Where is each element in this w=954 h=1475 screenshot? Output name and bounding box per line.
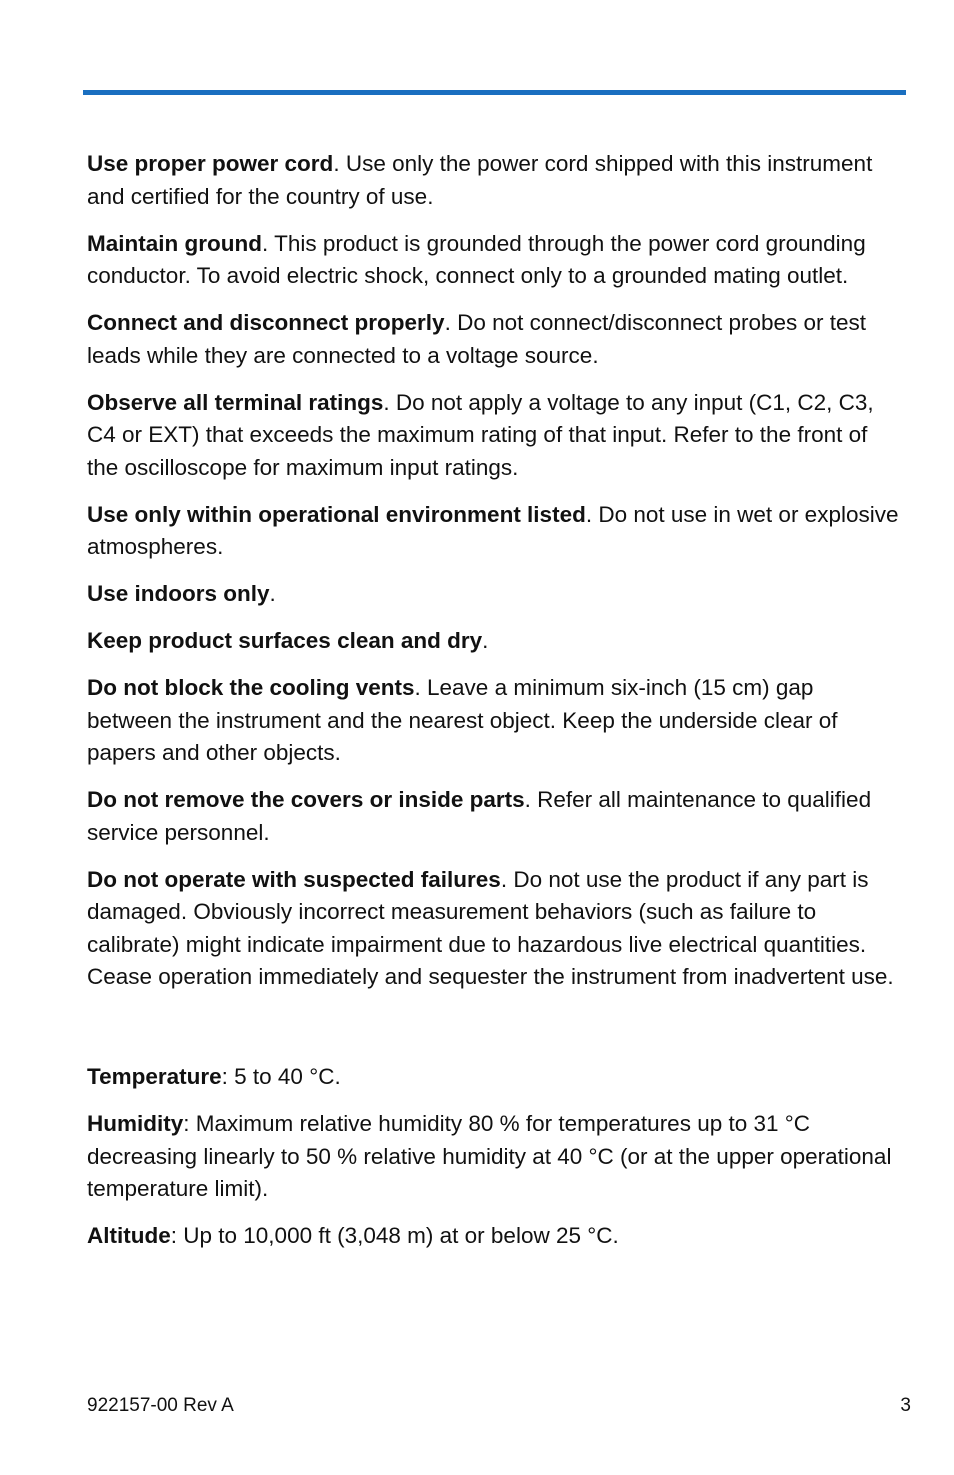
safety-item-environment — [87, 499, 902, 564]
safety-item-surfaces — [87, 625, 902, 658]
safety-heading: Use indoors only — [87, 581, 270, 606]
page-content — [87, 148, 902, 1267]
env-item-altitude — [87, 1220, 902, 1253]
env-heading: Humidity — [87, 1111, 184, 1136]
safety-item-connect — [87, 307, 902, 372]
section-gap — [87, 1008, 902, 1061]
env-heading: Temperature — [87, 1064, 222, 1089]
safety-item-covers — [87, 784, 902, 849]
safety-text: . Do not connect/disconnect probes or test leads while they are connected to a voltage source. — [87, 310, 867, 368]
env-item-temperature — [87, 1061, 902, 1094]
env-text: : Up to 10,000 ft (3,048 m) at or below 25 °C. — [170, 1223, 619, 1248]
safety-text: . Do not use in wet or explosive atmospheres. — [87, 501, 899, 559]
safety-text: . Use only the power cord shipped with this instrument and certified for the country of use. — [87, 151, 873, 209]
safety-heading: Do not block the cooling vents — [87, 675, 415, 700]
header-rule — [83, 90, 906, 95]
safety-text: . Refer all maintenance to qualified service personnel. — [87, 787, 872, 845]
safety-heading: Connect and disconnect properly — [87, 310, 445, 335]
safety-heading: Keep product surfaces clean and dry — [87, 628, 483, 653]
safety-heading: Use only within operational environment listed — [87, 501, 586, 527]
env-text: : 5 to 40 °C. — [221, 1064, 341, 1089]
env-heading: Altitude — [87, 1223, 171, 1248]
safety-item-indoors — [87, 578, 902, 611]
safety-text: . Do not apply a voltage to any input (C1, C2, C3, C4 or EXT) that exceeds the maximum rating of that input. Refer to the front of the oscilloscope for maximum input ratings. — [87, 389, 874, 480]
env-item-humidity — [87, 1108, 902, 1206]
safety-heading: Do not operate with suspected failures — [87, 866, 501, 892]
safety-heading: Use proper power cord — [87, 151, 334, 176]
footer-page-number: 3 — [900, 1395, 911, 1416]
safety-text: . This product is grounded through the power cord grounding conductor. To avoid electric shock, connect only to a grounded mating outlet. — [87, 230, 866, 288]
safety-heading: Observe all terminal ratings — [87, 389, 384, 415]
safety-heading: Maintain ground — [87, 230, 262, 256]
footer-doc-number: 922157-00 Rev A — [87, 1395, 234, 1416]
env-text: : Maximum relative humidity 80 % for temperatures up to 31 °C decreasing linearly to 50 % relative humidity at 40 °C (or at the upper operational temperature limit). — [87, 1111, 892, 1201]
safety-item-terminal-ratings — [87, 387, 902, 485]
safety-item-ground — [87, 228, 902, 293]
safety-heading: Do not remove the covers or inside parts — [87, 787, 525, 812]
safety-item-failures — [87, 864, 902, 994]
safety-item-power-cord — [87, 148, 902, 213]
safety-text: . — [269, 581, 276, 606]
safety-text: . Leave a minimum six-inch (15 cm) gap between the instrument and the nearest object. Keep the underside clear of papers and other objects. — [87, 675, 838, 765]
safety-item-cooling-vents — [87, 672, 902, 770]
safety-text: . Do not use the product if any part is damaged. Obviously incorrect measurement behaviors (such as failure to calibrate) might indicate impairment due to hazardous live electrical quantities. Cease operation immediately and sequester the instrument from inadvertent use. — [87, 866, 894, 989]
safety-text: . — [482, 628, 489, 653]
